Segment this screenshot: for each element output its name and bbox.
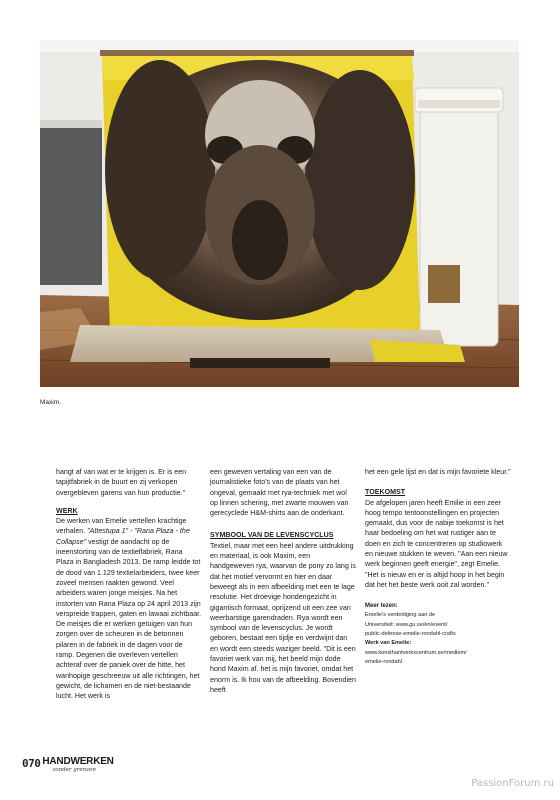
paragraph: een geweven vertaling van een van de journalistieke foto's van de plaats van het ongeval, gemaakt met rya-techniek met wol op linnen schering, met zwarte mouwen van gerecyclede H&M-shirts aan de onderkant. [210,468,349,518]
section-heading-toekomst: TOEKOMST [365,488,406,497]
magazine-brand [42,757,113,775]
brand-name: HANDWERKEN [42,756,114,767]
paragraph: De werken van Emelie vertellen krachtige verhalen. "Attestupa 1" - "Rana Plaza - the Collapse" vestigt de aandacht op de ineenstorting van de textielfabriek, Rana Plaza in Bangladesh 2013. De ramp leidde tot de dood van 1.129 textielarbeiders, twee keer zoveel mensen raakten gewond. Veel arbeiders waren jonge meisjes. Na het instorten van Rana Plaza op 24 april 2013 zijn verspreide trappen, gaten en lawaai zichtbaar. De meisjes die er werken getuigen van hun zorgen over de scheuren in de betonnen pilaren in de fabriek in de dagen voor de ramp. Degenen die overleven vertellen achteraf over de paniek over de hitte, het wanhopige geschreeuw uit alle richtingen, het gewicht, de lichamen en de niet-bestaande lucht. Het werk is [56,517,202,701]
more-reading-link[interactable]: emelie-rondahl [365,659,403,666]
paragraph: het een gele lijst en dat is mijn favoriete kleur." [365,468,511,476]
more-reading-link[interactable]: www.konsthantverkscentrum.se/medlem/ [365,649,467,656]
text-column-3 [365,467,511,668]
section-heading-werk: WERK [56,506,78,515]
more-reading-line: Emelie's verdediging aan de [365,612,436,619]
paragraph: Textiel, maar met een heel andere uitdrukking en materiaal, is ook Maxim, een handgeweven rya, waarvan de pony zo lang is dat het motief vervormt en hier en daar beweegt als in een afbeelding met een te lage resolutie. Het droevige hondengezicht in gigantisch formaat, oprijzend uit een zee van weerbarstige garendraden. Rya wordt een symbool van de levenscyclus. Je wordt geboren, bestaat een tijdje en verdwijnt dan en wordt een steeds waziger beeld. "Dit is een favoriet werk van mij, het beeld mijn dode hond Maxim af. het is mijn favoriet, omdat het enorm is. Ik hou van de afbeelding. Bovendien heeft [210,541,356,694]
watermark: PassionForum.ru [471,778,554,789]
more-reading-title: Meer lezen: [365,603,398,610]
section-heading-symbool: SYMBOOL VAN DE LEVENSCYCLUS [210,531,334,540]
brand-tagline: zonder grenzen [52,767,96,773]
page-folio [22,757,114,775]
rug-illustration [40,40,519,387]
paragraph: hangt af van wat er te krijgen is. Er is een tapijtfabriek in de buurt en zij verkopen overgebleven garens van hun productie." [56,468,187,497]
text-column-1 [56,467,202,702]
more-reading-line: Werk van Emelie: [365,640,412,647]
more-reading-link[interactable]: Universiteit: www.gu.se/en/event/ [365,621,448,628]
artwork-photo [40,40,519,387]
photo-caption: Maxim. [40,399,61,406]
text-column-2 [210,467,356,695]
paragraph: De afgelopen jaren heeft Emilie in een zeer hoog tempo tentoonstellingen en projecten gemaakt, dus voor de nabije toekomst is het haar bedoeling om het wat rustiger aan te doen en zich te concentreren op studiowerk en nieuwe stukken te weven. "Aan een nieuw werk beginnen geeft energie", zegt Emelie. "Het is nieuw en er is altijd hoop in het begin dat het het beste werk ooit zal worden." [365,498,508,589]
more-reading-link[interactable]: public-defense-emelie-rondahl-crafts [365,631,456,638]
page-number: 070 [22,757,41,770]
